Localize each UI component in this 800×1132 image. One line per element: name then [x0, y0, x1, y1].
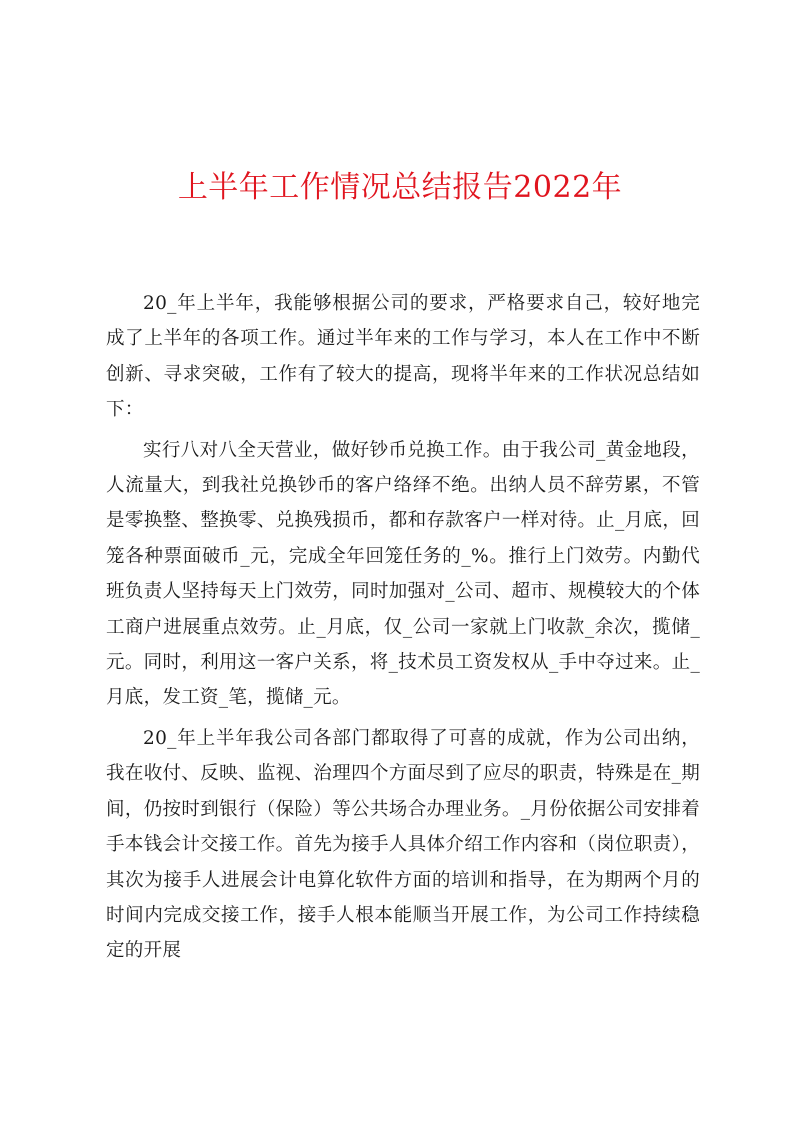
document-title: 上半年工作情况总结报告2022年 [177, 170, 623, 205]
document-body [106, 286, 700, 974]
paragraph-cash-exchange: 实行八对八全天营业，做好钞币兑换工作。由于我公司_黄金地段，人流量大，到我社兑换钞币的客户络绎不绝。出纳人员不辞劳累，不管是零换整、整换零、兑换残损币，都和存款客户一样对待。止_月底，回笼各种票面破币_元，完成全年回笼任务的_%。推行上门效劳。内勤代班负责人坚持每天上门效劳，同时加强对_公司、超市、规模较大的个体工商户进展重点效劳。止_月底，仅_公司一家就上门收款_余次，揽储_元。同时，利用这一客户关系，将_技术员工资发权从_手中夺过来。止_月底，发工资_笔，揽储_元。 [106, 439, 700, 709]
paragraph-cashier-duties: 20_年上半年我公司各部门都取得了可喜的成就，作为公司出纳，我在收付、反映、监视、治理四个方面尽到了应尽的职责，特殊是在_期间，仍按时到银行（保险）等公共场合办理业务。_月份依据公司安排着手本钱会计交接工作。首先为接手人具体介绍工作内容和（岗位职责），其次为接手人进展会计电算化软件方面的培训和指导，在为期两个月的时间内完成交接工作，接手人根本能顺当开展工作，为公司工作持续稳定的开展 [106, 727, 700, 962]
paragraph-intro: 20_年上半年，我能够根据公司的要求，严格要求自己，较好地完成了上半年的各项工作。通过半年来的工作与学习，本人在工作中不断创新、寻求突破，工作有了较大的提高，现将半年来的工作状况总结如下： [106, 293, 700, 421]
